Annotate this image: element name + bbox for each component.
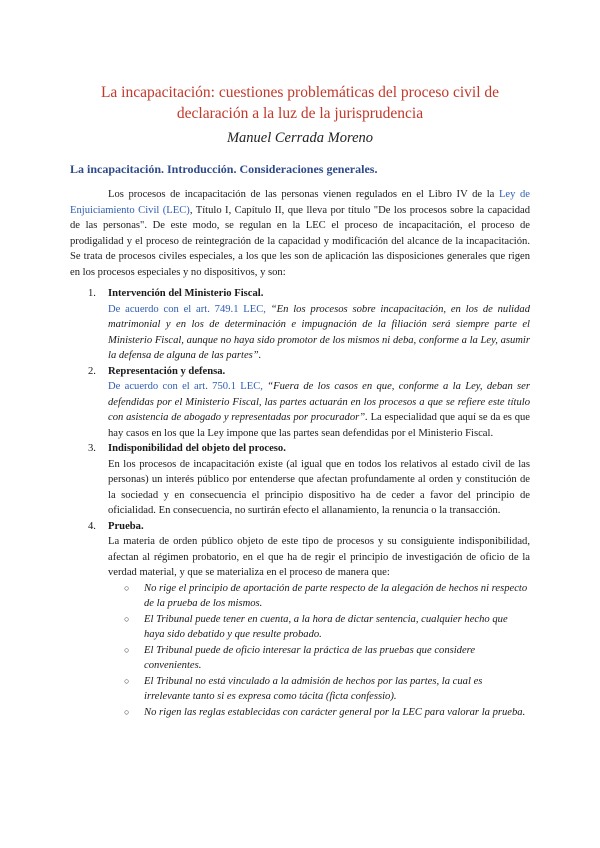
document-title: La incapacitación: cuestiones problemáticas del proceso civil de declaración a la luz de la jurisprudencia (100, 84, 500, 122)
item-text: En los procesos de incapacitación existe (al igual que en todos los relativos al estado civil de las personas) un interés público por entenderse que afectan profundamente al orden y constitución de la sociedad y en consecuencia el principio dispositivo ha de ceder a favor del principio de oficialidad. En consecuencia, no surtirán efecto el allanamiento, la renuncia o la transacción. (108, 458, 530, 516)
sub-item-text: No rige el principio de aportación de parte respecto de la alegación de hechos ni respecto de la prueba de los mismos. (144, 582, 528, 609)
item-text: La materia de orden público objeto de este tipo de procesos y su consiguiente indisponibilidad, afectan al régimen probatorio, en el que ha de regir el principio de investigación de oficio de la verdad material, y que se materializa en el proceso de manera que: (108, 536, 530, 578)
bullet-icon: ○ (124, 613, 130, 624)
bullet-icon: ○ (124, 675, 130, 686)
item-number: 2. (88, 365, 96, 377)
list-item (88, 286, 530, 364)
lec-link[interactable]: Ley de Enjuiciamiento Civil (LEC) (70, 189, 530, 216)
sub-item-text: El Tribunal puede tener en cuenta, a la hora de dictar sentencia, cualquier hecho que haya sido debatido y que resulte probado. (144, 613, 508, 640)
item-text: La especialidad que aquí se da es que hay casos en los que la Ley impone que las partes sean defendidas por el Ministerio Fiscal. (108, 412, 530, 439)
intro-text-before: Los procesos de incapacitación de las personas vienen regulados en el Libro IV de la (108, 189, 499, 200)
list-item (88, 364, 530, 442)
sub-list-item (108, 674, 530, 705)
sub-list-item (108, 705, 530, 721)
item-title: Intervención del Ministerio Fiscal. (108, 288, 264, 299)
sub-list-item (108, 643, 530, 674)
item-body (108, 534, 530, 581)
bullet-icon: ○ (124, 644, 130, 655)
article-quote: “En los procesos sobre incapacitación, en los de nulidad matrimonial y en los de determinación e impugnación de la filiación será siempre parte el Ministerio Fiscal, aunque no haya sido promotor de los mismos ni deba, conforme a la Ley, asumir la defensa de alguna de las partes”. (108, 303, 530, 361)
article-reference[interactable]: De acuerdo con el art. 749.1 LEC, (108, 303, 266, 315)
sub-item-text: No rigen las reglas establecidas con carácter general por la LEC para valorar la prueba. (144, 706, 526, 718)
article-reference[interactable]: De acuerdo con el art. 750.1 LEC, (108, 381, 263, 392)
intro-text-after: , Título I, Capítulo II, que lleva por título "De los procesos sobre la capacidad de las personas". De este modo, se regulan en la LEC el proceso de incapacitación, el proceso de prodigalidad y el proceso de reintegración de la capacidad y modificación del alcance de la incapacitación. Se trata de procesos civiles especiales, a los que les son de aplicación las disposiciones generales que rigen en los procesos especiales y no dispositivos, y son: (70, 204, 530, 278)
author-name: Manuel Cerrada Moreno (226, 130, 374, 146)
sub-list (108, 581, 530, 721)
item-title: Indisponibilidad del objeto del proceso. (108, 443, 286, 454)
item-number: 3. (88, 443, 96, 454)
bullet-icon: ○ (124, 706, 130, 717)
sub-item-text: El Tribunal no está vinculado a la admisión de hechos por las partes, la cual es irrelevante tanto si es expresa como tácita (ficta confessio). (144, 675, 483, 702)
sub-list-item (108, 581, 530, 612)
intro-paragraph (70, 187, 530, 280)
section-heading: La incapacitación. Introducción. Consideraciones generales. (70, 162, 378, 176)
item-body (108, 302, 530, 364)
list-item (88, 519, 530, 721)
numbered-list (88, 286, 530, 720)
sub-item-text: El Tribunal puede de oficio interesar la práctica de las pruebas que considere convenientes. (144, 644, 476, 671)
list-item (88, 441, 530, 519)
item-number: 4. (88, 520, 96, 532)
sub-list-item (108, 612, 530, 643)
item-body (108, 379, 530, 441)
item-title: Representación y defensa. (108, 365, 226, 377)
item-title: Prueba. (108, 520, 144, 532)
item-body (108, 457, 530, 519)
bullet-icon: ○ (124, 582, 130, 593)
item-number: 1. (88, 288, 96, 299)
article-quote: “Fuera de los casos en que, conforme a la Ley, deban ser defendidas por el Ministerio Fiscal, las partes actuarán en los procesos a que se refiere este título con asistencia de abogado y representadas por procurador”. (108, 381, 530, 423)
